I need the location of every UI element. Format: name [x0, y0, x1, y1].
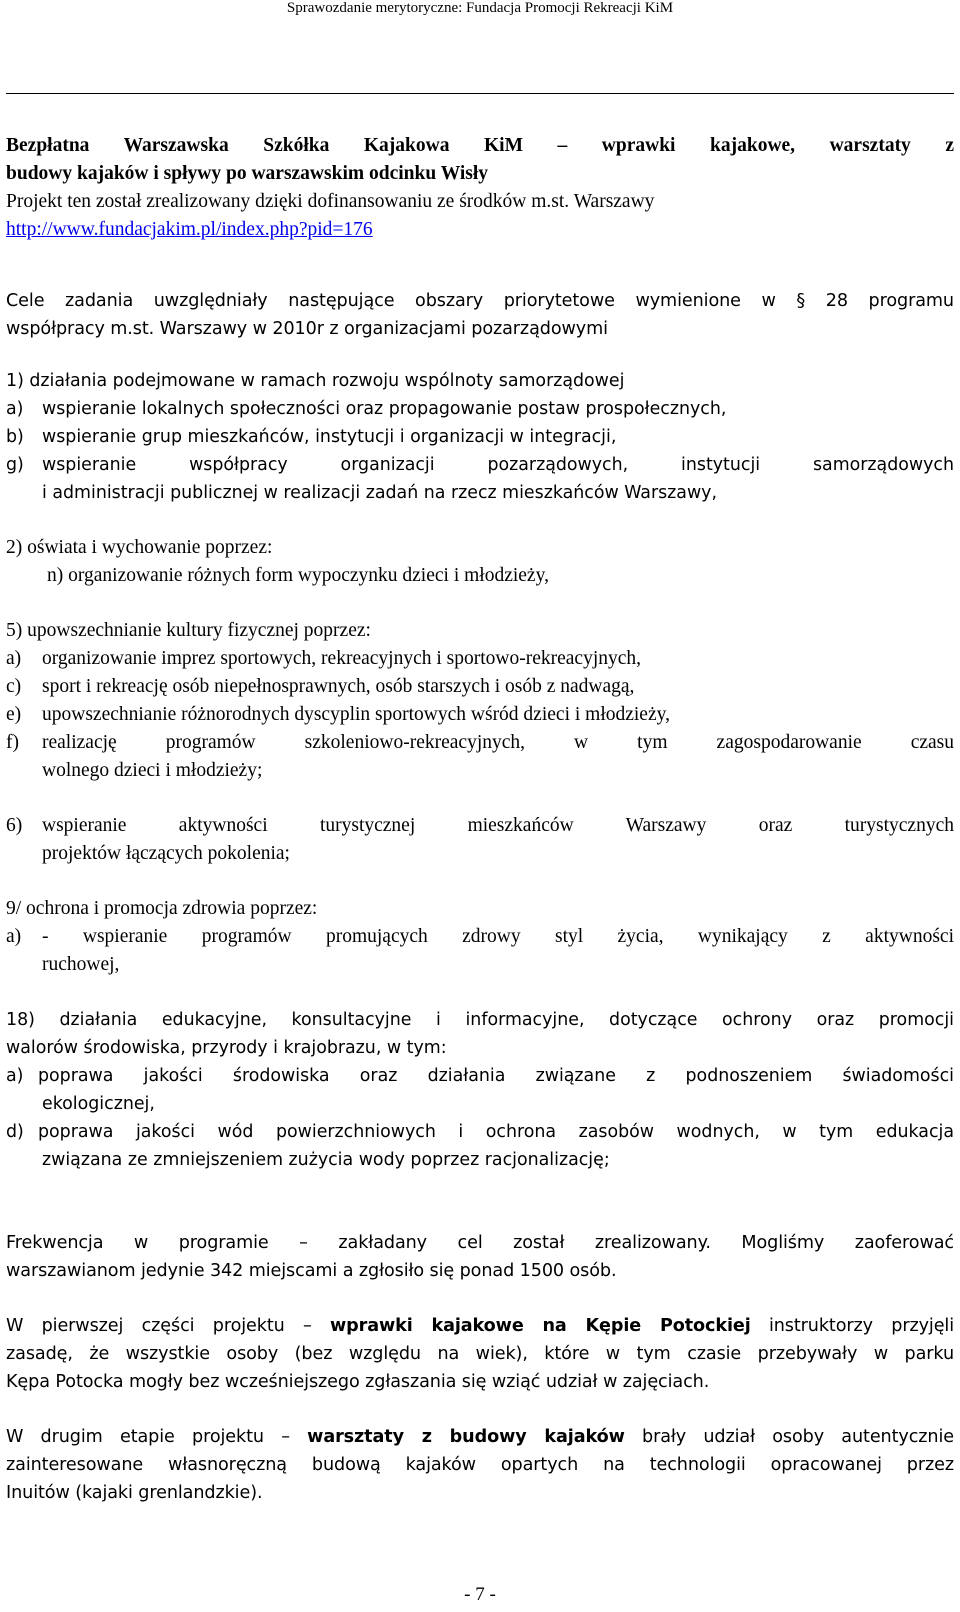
item-text: i administracji publicznej w realizacji zadań na rzecz mieszkańców Warszawy,: [42, 483, 717, 503]
item-label: a): [6, 1066, 24, 1086]
item-text: wspieranie aktywności turystycznej mieszkańców Warszawy oraz turystycznych: [42, 815, 954, 836]
project-title-line-2: budowy kajaków i spływy po warszawskim odcinku Wisły: [6, 163, 489, 184]
item-text: wolnego dzieci i młodzieży;: [42, 760, 263, 781]
item-text: ekologicznej,: [42, 1094, 155, 1114]
item-label: g): [6, 455, 24, 475]
item-label: a): [6, 648, 22, 669]
funding-note: Projekt ten został zrealizowany dzięki dofinansowaniu ze środków m.st. Warszawy: [6, 191, 655, 212]
item-label: 6): [6, 815, 23, 836]
item-label: b): [6, 427, 24, 447]
paragraph-2-line-3: Kępa Potocka mogły bez wcześniejszego zgłaszania się wziąć udział w zajęciach.: [6, 1372, 710, 1392]
paragraph-1-line-2: warszawianom jedynie 342 miejscami a zgłosiło się ponad 1500 osób.: [6, 1261, 617, 1281]
item-text: poprawa jakości środowiska oraz działania związane z podnoszeniem świadomości: [38, 1066, 954, 1086]
project-title-line-1: Bezpłatna Warszawska Szkółka Kajakowa KiM – wprawki kajakowe, warsztaty z: [6, 135, 954, 156]
list-item: [6, 1062, 954, 1090]
page-number: - 7 -: [464, 1584, 496, 1605]
list-item: [6, 729, 954, 757]
item-text: związana ze zmniejszeniem zużycia wody poprzez racjonalizację;: [42, 1150, 610, 1170]
list-item: [6, 451, 954, 479]
item-label: a): [6, 399, 24, 419]
list-item: [6, 1118, 954, 1146]
section-18-heading-line-2: walorów środowiska, przyrody i krajobrazu, w tym:: [6, 1038, 447, 1058]
item-label: f): [6, 732, 19, 753]
item-label: e): [6, 704, 22, 725]
paragraph-1-line-1: Frekwencja w programie – zakładany cel został zrealizowany. Mogliśmy zaoferować: [6, 1233, 954, 1253]
item-text: sport i rekreację osób niepełnosprawnych, osób starszych i osób z nadwagą,: [42, 676, 635, 697]
section-6: [6, 812, 954, 840]
document-body: [6, 132, 954, 1507]
item-text: organizowanie imprez sportowych, rekreacyjnych i sportowo-rekreacyjnych,: [42, 648, 642, 669]
paragraph-2-post: instruktorzy przyjęli: [750, 1316, 954, 1336]
section-5-heading: 5) upowszechnianie kultury fizycznej poprzez:: [6, 620, 371, 641]
section-1-heading: 1) działania podejmowane w ramach rozwoju wspólnoty samorządowej: [6, 371, 625, 391]
paragraph-2-line-1: [6, 1312, 954, 1340]
item-text: - wspieranie programów promujących zdrowy styl życia, wynikający z aktywności: [42, 926, 954, 947]
list-item: [6, 923, 954, 951]
list-item: [6, 701, 954, 729]
areas-intro-line-1: Cele zadania uwzględniały następujące obszary priorytetowe wymienione w § 28 programu: [6, 291, 954, 311]
item-label: a): [6, 926, 22, 947]
list-item-continuation: [6, 1090, 954, 1118]
paragraph-3-post: brały udział osoby autentycznie: [624, 1427, 954, 1447]
list-item: [6, 645, 954, 673]
item-label: c): [6, 676, 22, 697]
list-item-continuation: [6, 1146, 954, 1174]
section-6-continuation: [6, 840, 954, 868]
item-text: wspieranie lokalnych społeczności oraz propagowanie postaw prospołecznych,: [42, 399, 727, 419]
paragraph-3-line-1: [6, 1423, 954, 1451]
item-text: upowszechnianie różnorodnych dyscyplin sportowych wśród dzieci i młodzieży,: [42, 704, 670, 725]
item-text: wspieranie grup mieszkańców, instytucji i organizacji w integracji,: [42, 427, 617, 447]
item-text: realizację programów szkoleniowo-rekreacyjnych, w tym zagospodarowanie czasu: [42, 732, 954, 753]
page-header: Sprawozdanie merytoryczne: Fundacja Promocji Rekreacji KiM: [286, 0, 674, 16]
item-text: poprawa jakości wód powierzchniowych i ochrona zasobów wodnych, w tym edukacja: [38, 1122, 954, 1142]
list-item: [6, 395, 954, 423]
paragraph-2-line-2: zasadę, że wszystkie osoby (bez względu na wiek), które w tym czasie przebywały w parku: [6, 1344, 954, 1364]
item-text: wspieranie współpracy organizacji pozarządowych, instytucji samorządowych: [42, 455, 954, 475]
paragraph-2-pre: W pierwszej części projektu –: [6, 1316, 330, 1336]
paragraph-2-bold: wprawki kajakowe na Kępie Potockiej: [329, 1316, 751, 1336]
paragraph-3-bold: warsztaty z budowy kajaków: [307, 1427, 625, 1447]
item-text: ruchowej,: [42, 954, 120, 975]
areas-intro-line-2: współpracy m.st. Warszawy w 2010r z organizacjami pozarządowymi: [6, 319, 608, 339]
list-item-continuation: [6, 951, 954, 979]
section-9-heading: 9/ ochrona i promocja zdrowia poprzez:: [6, 898, 318, 919]
section-2-heading: 2) oświata i wychowanie poprzez:: [6, 537, 273, 558]
item-text: projektów łączących pokolenia;: [42, 843, 290, 864]
header-divider: [6, 93, 954, 94]
project-link[interactable]: http://www.fundacjakim.pl/index.php?pid=176: [6, 219, 373, 240]
paragraph-3-line-3: Inuitów (kajaki grenlandzkie).: [6, 1483, 263, 1503]
list-item: [6, 423, 954, 451]
list-item: [6, 673, 954, 701]
item-label: d): [6, 1122, 24, 1142]
paragraph-3-line-2: zainteresowane własnoręczną budową kajaków opartych na technologii opracowanej przez: [6, 1455, 954, 1475]
section-18-heading-line-1: 18) działania edukacyjne, konsultacyjne i informacyjne, dotyczące ochrony oraz promocji: [6, 1010, 954, 1030]
section-2-item: n) organizowanie różnych form wypoczynku dzieci i młodzieży,: [47, 565, 549, 586]
list-item-continuation: [6, 757, 954, 785]
paragraph-3-pre: W drugim etapie projektu –: [6, 1427, 308, 1447]
list-item-continuation: [6, 479, 954, 507]
